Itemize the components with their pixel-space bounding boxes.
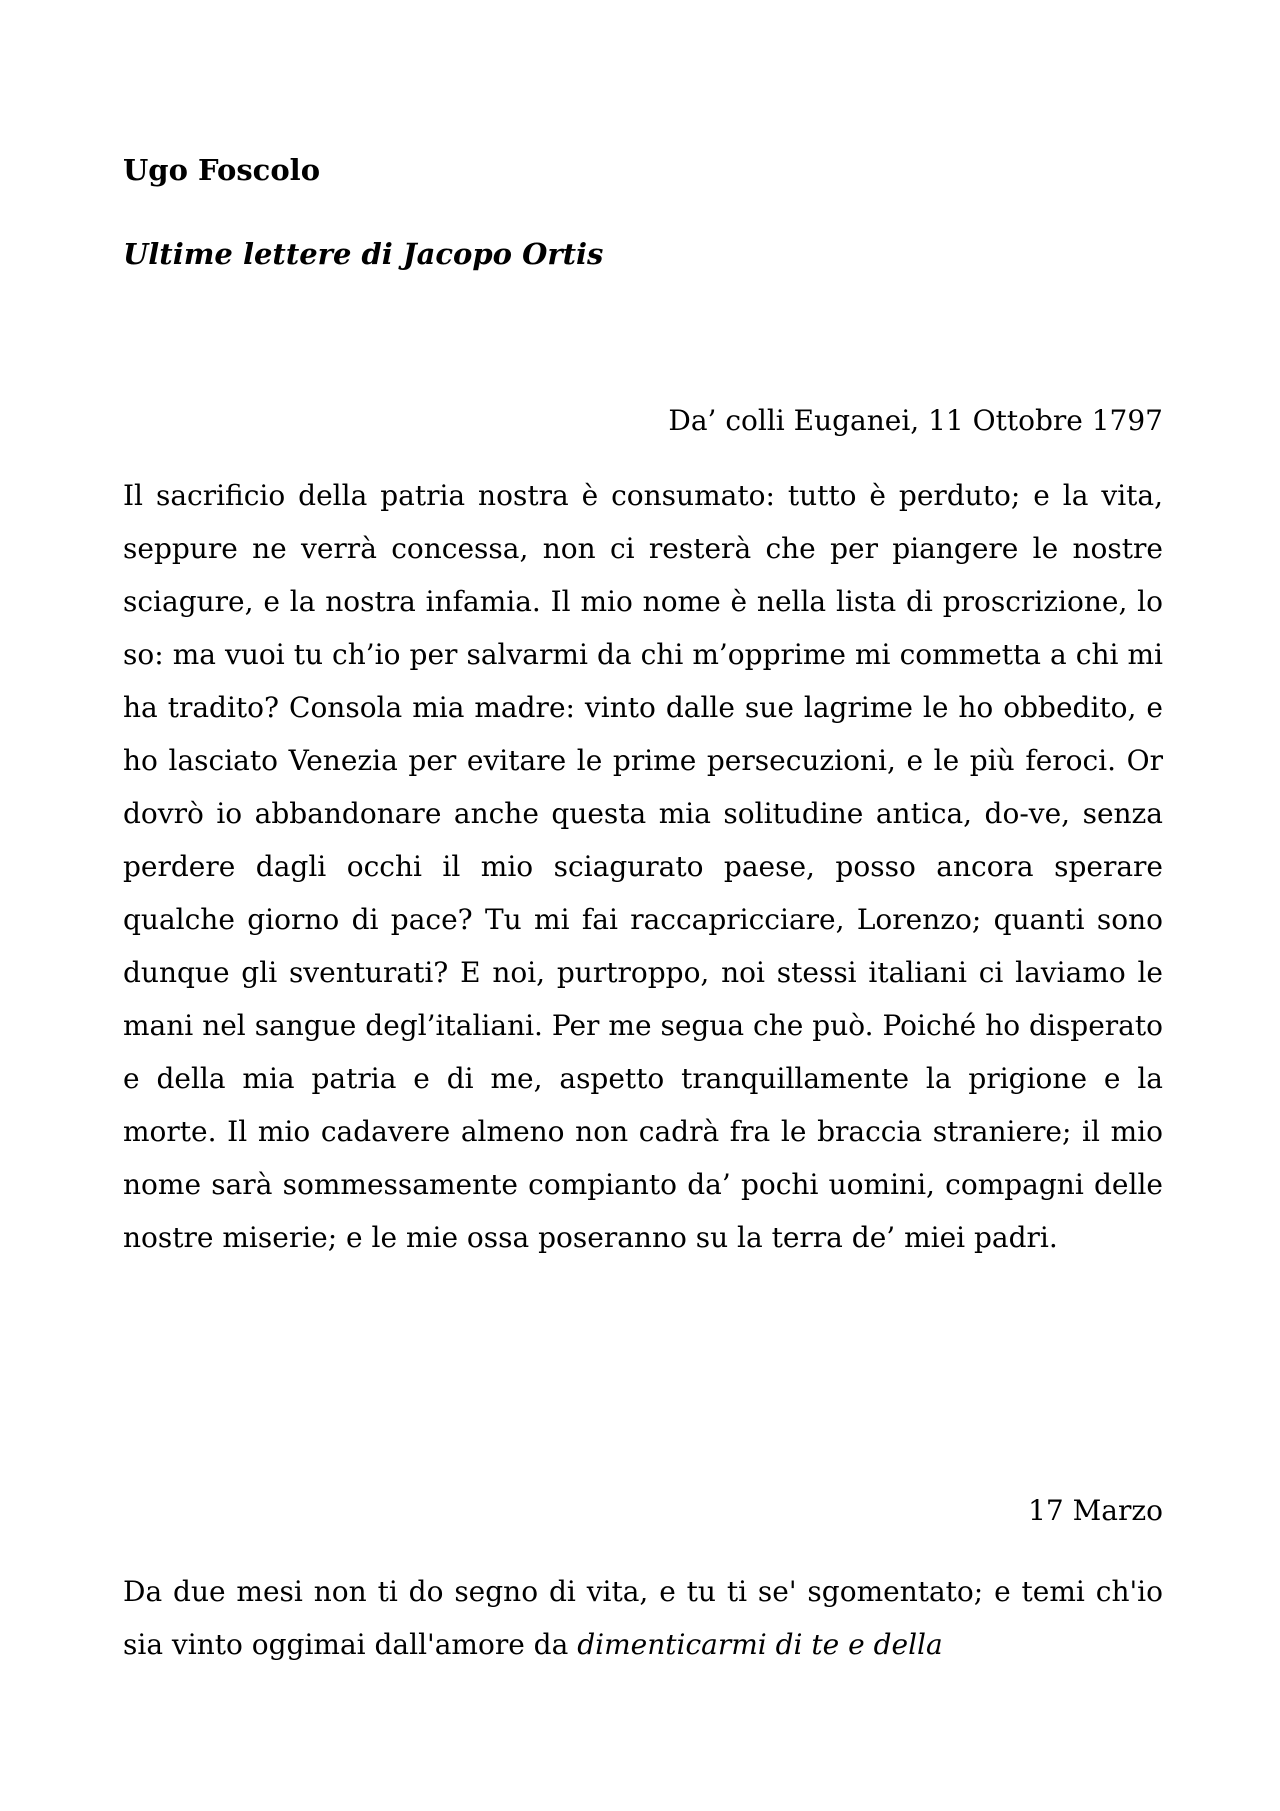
letter-2-dateline: 17 Marzo [1028,1494,1163,1527]
letter-2-italic-quote: dimenticarmi di te e della [577,1628,943,1661]
letter-2-body [123,1565,1163,1671]
work-title: Ultime lettere di Jacopo Ortis [123,237,604,271]
letter-2-body-text: Da due mesi non ti do segno di vita, e tu ti se' sgomentato; e temi ch'io sia vinto oggimai dall'amore da [123,1575,1163,1661]
letter-1-body: Il sacrificio della patria nostra è consumato: tutto è perduto; e la vita, seppure ne verrà concessa, non ci resterà che per piangere le nostre sciagure, e la nostra infamia. Il mio nome è nella lista di proscrizione, lo so: ma vuoi tu ch’io per salvarmi da chi m’opprime mi commetta a chi mi ha tradito? Consola mia madre: vinto dalle sue lagrime le ho obbedito, e ho lasciato Venezia per evitare le prime persecuzioni, e le più feroci. Or dovrò io abbandonare anche questa mia solitudine antica, do-ve, senza perdere dagli occhi il mio sciagurato paese, posso ancora sperare qualche giorno di pace? Tu mi fai raccapricciare, Lorenzo; quanti sono dunque gli sventurati? E noi, purtroppo, noi stessi italiani ci laviamo le mani nel sangue degl’italiani. Per me segua che può. Poiché ho disperato e della mia patria e di me, aspetto tranquillamente la prigione e la morte. Il mio cadavere almeno non cadrà fra le braccia straniere; il mio nome sarà sommessamente compianto da’ pochi uomini, compagni delle nostre miserie; e le mie ossa poseranno su la terra de’ miei padri. [123,479,1163,1254]
letter-1-dateline: Da’ colli Euganei, 11 Ottobre 1797 [668,404,1163,437]
author-name: Ugo Foscolo [123,153,321,187]
document-page [123,0,1163,1811]
